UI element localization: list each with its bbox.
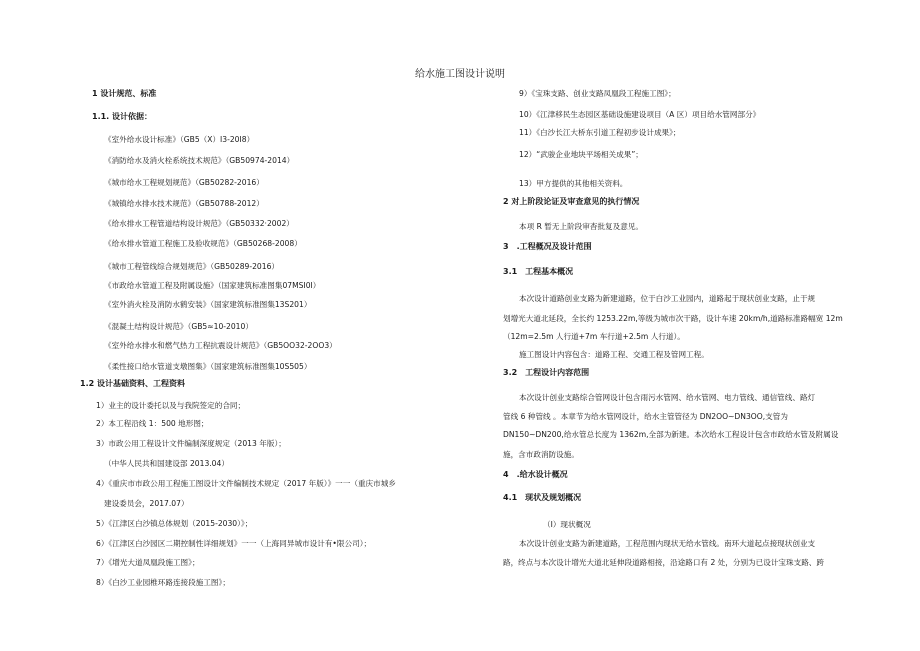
material-item: 11）《白沙长江大桥东引道工程初步设计成果》； <box>519 128 681 137</box>
paragraph-3-1-line: 划增光大道北延段，全长约 1253.22m,等级为城市次干路，设计车速 20km/h,道路标准路幅宽 12m <box>503 314 843 323</box>
material-item: 5）《江津区白沙镇总体规划（2015-2030）》； <box>96 519 253 528</box>
material-item: 12）“武骏企业地块平场相关成果”； <box>519 150 643 159</box>
material-item: 3）市政公用工程设计文件编制深度规定（2013 年版）； <box>96 439 286 448</box>
paragraph-3-2-line: DN150~DN200,给水管总长度为 1362m,全部为新建。本次给水工程设计包含市政给水管及附属设 <box>503 430 839 439</box>
material-item: 13）甲方提供的其他相关资料。 <box>519 179 628 188</box>
material-item: 6）《江津区白沙园区二期控制性详细规划》一一（上海同异城市设计有•限公司）； <box>96 539 372 548</box>
standard-item: 《城市给水工程规划规范》（GB50282-2016） <box>104 178 264 187</box>
paragraph-3-1-line: 本次设计道路创业支路为新建道路，位于白沙工业园内，道路起于现状创业支路，止于规 <box>519 294 816 303</box>
standard-item: 《室外给水排水和燃气热力工程抗震设计规范》（GB5OO32-2OO3） <box>104 341 337 350</box>
section-heading-3-1: 3.1 工程基本概况 <box>503 267 574 276</box>
material-item: 2）本工程沿线 1：500 地形图； <box>96 419 209 428</box>
paragraph-3-2-line: 本次设计创业支路综合管网设计包含雨污水管网、给水管网、电力管线、通信管线、路灯 <box>519 393 816 402</box>
material-item: 10）《江津移民生态园区基础设施建设项目（A 区）项目给水管网部分》 <box>519 110 761 119</box>
section-heading-2: 2 对上阶段论证及审查意见的执行情况 <box>503 197 640 206</box>
material-item: 7）《增光大道凤凰段施工图》； <box>96 558 200 567</box>
page-title: 给水施工图设计说明 <box>415 69 505 80</box>
standard-item: 《市政给水管道工程及附属设施》（国家建筑标准图集07MSI0I） <box>104 281 321 290</box>
material-item: （中华人民共和国建设部 2013.04） <box>104 459 229 468</box>
section-heading-4: 4 .给水设计概况 <box>503 470 568 479</box>
standard-item: 《室外消火栓及消防水鹤安装》（国家建筑标准图集13S201） <box>104 300 312 309</box>
standard-item: 《给水排水管道工程施工及验收规范》（GB50268-2008） <box>104 239 302 248</box>
standard-item: 《室外给水设计标准》（GB5（X）I3-20I8） <box>104 135 255 144</box>
paragraph-3-2-line: 管线 6 种管线 。本章节为给水管网设计，给水主管管径为 DN2OO~DN3OO,支管为 <box>503 412 788 421</box>
standard-item: 《给水排水工程管道结构设计规范》（GB50332·2002） <box>104 219 294 228</box>
material-item: 9）《宝珠支路、创业支路凤凰段工程施工图》； <box>519 89 676 98</box>
paragraph-3-1-line: （12m=2.5m 人行道+7m 车行道+2.5m 人行道）。 <box>503 332 685 341</box>
subheading-current-status: （I）现状概况 <box>543 520 591 529</box>
material-item: 8）《白沙工业园椎环路连接段施工图》； <box>96 578 230 587</box>
section-heading-1: 1 设计规范、标准 <box>92 89 157 98</box>
section-heading-3: 3 .工程概况及设计范围 <box>503 242 592 251</box>
section-heading-1-1: 1.1. 设计依据： <box>92 112 152 121</box>
material-item: 建设委员会，2017.07） <box>104 499 189 508</box>
paragraph-3-1-line: 施工图设计内容包含：道路工程、交通工程及管网工程。 <box>519 350 709 359</box>
paragraph-2: 本项 R 暂无上阶段审杳批复及意见。 <box>519 222 644 231</box>
material-item: 1）业主的设计委托以及与我院签定的合同； <box>96 401 246 410</box>
material-item: 4）《重庆市市政公用工程施工图设计文件编制技术规定（2017 年版）》一一（重庆市城乡 <box>96 479 396 488</box>
section-heading-3-2: 3.2 工程设计内容范围 <box>503 368 590 377</box>
paragraph-4-1-line: 路，终点与本次设计增光大道北延伸段道路相接，沿途路口有 2 处，分别为已设计宝珠支路、跨 <box>503 558 824 567</box>
standard-item: 《城市工程管线综合规划规范》（GB50289-2016） <box>104 262 280 271</box>
section-heading-1-2: 1.2 设计基础资料、工程资料 <box>80 379 185 388</box>
section-heading-4-1: 4.1 现状及规划概况 <box>503 493 582 502</box>
standard-item: 《柔性接口给水管道支墩图集》（国家建筑标准图集10S505） <box>104 362 312 371</box>
paragraph-3-2-line: 施，含市政消防设施。 <box>503 450 579 459</box>
standard-item: 《混凝土结构设计规范》（GB5≈10-2010） <box>104 322 253 331</box>
standard-item: 《消防给水及消火栓系统技术规范》（GB50974-2014） <box>104 156 295 165</box>
standard-item: 《城镇给水排水技术规范》（GB50788-2012） <box>104 199 264 208</box>
paragraph-4-1-line: 本次设计创业支路为新建道路，工程范围内现状无给水管线。南环大道起点接现状创业支 <box>519 539 816 548</box>
